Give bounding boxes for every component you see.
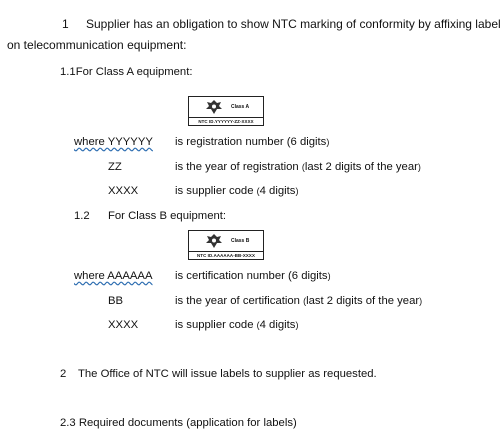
class-a-text: Class A: [231, 104, 250, 110]
section-1-1-heading: 1.1For Class A equipment:: [60, 66, 193, 78]
class-a-term-1: where YYYYYY: [74, 136, 153, 148]
class-b-text: Class B: [231, 238, 250, 244]
class-a-desc-3: is supplier code (4 digits): [175, 185, 299, 197]
class-a-label-image: [188, 96, 264, 126]
section-1-2-number: 1.2: [74, 210, 90, 222]
section-1-line-2: on telecommunication equipment:: [7, 38, 187, 52]
class-b-desc-2: is the year of certification (last 2 digits of the year): [175, 295, 423, 307]
section-2-3-text: 2.3 Required documents (application for labels): [60, 417, 297, 429]
section-2-text: The Office of NTC will issue labels to supplier as requested.: [78, 368, 377, 380]
class-b-term-3: XXXX: [108, 319, 139, 331]
class-b-term-1: where AAAAAA: [74, 270, 153, 282]
section-1-line-1: Supplier has an obligation to show NTC marking of conformity by affixing label: [86, 17, 501, 31]
class-b-desc-3: is supplier code (4 digits): [175, 319, 299, 331]
class-b-code: NTC ID.AAAAAA-BB-XXXX: [189, 251, 263, 259]
class-b-desc-1: is certification number (6 digits): [175, 270, 331, 282]
class-a-term-3: XXXX: [108, 185, 139, 197]
class-a-desc-2: is the year of registration (last 2 digits of the year): [175, 161, 421, 173]
ntc-seal-icon: [205, 233, 223, 249]
class-a-desc-1: is registration number (6 digits): [175, 136, 330, 148]
section-1-number: 1: [62, 17, 69, 31]
class-b-term-2: BB: [108, 295, 124, 307]
class-a-term-2: ZZ: [108, 161, 122, 173]
section-2-number: 2: [60, 368, 67, 380]
section-1-2-heading: For Class B equipment:: [108, 210, 227, 222]
class-b-label-image: [188, 230, 264, 260]
ntc-seal-icon: [205, 99, 223, 115]
class-a-code: NTC ID.YYYYYY-ZZ-XXXX: [189, 117, 263, 125]
